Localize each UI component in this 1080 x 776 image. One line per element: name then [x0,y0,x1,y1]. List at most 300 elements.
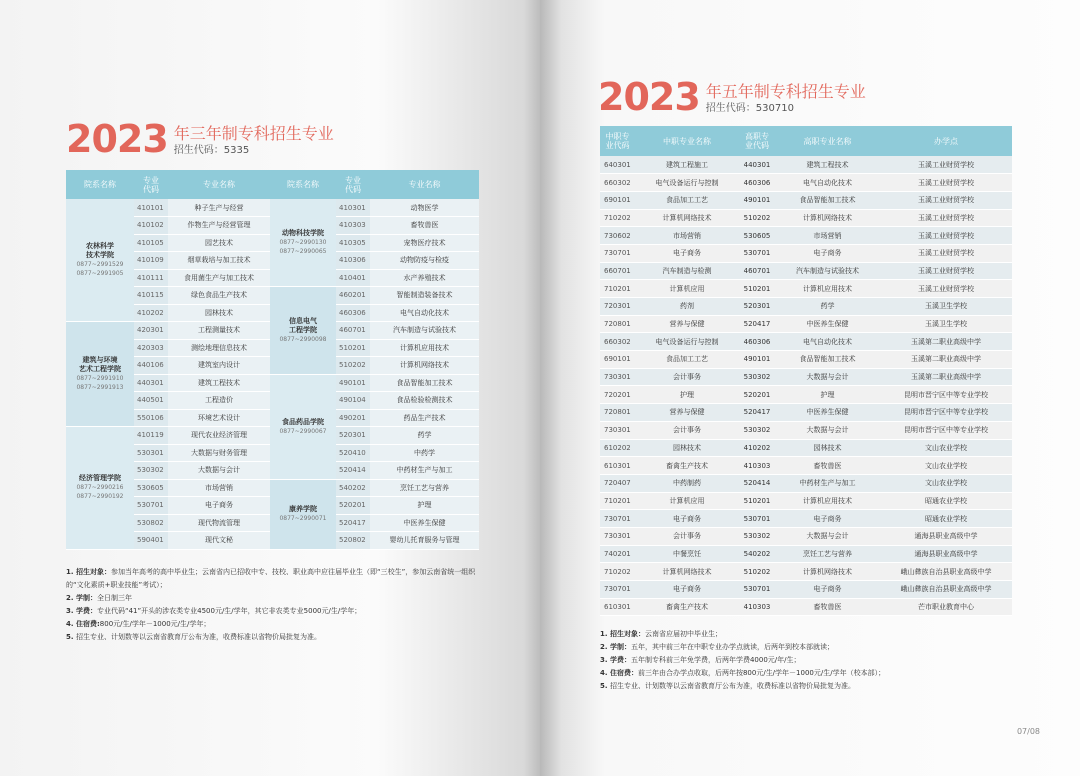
secondary-code: 730301 [600,368,635,386]
column-header: 专业 代码 [134,170,168,199]
left-year: 2023 [66,117,168,161]
school-name: 文山农业学校 [880,457,1012,475]
program-code: 410305 [336,234,370,252]
secondary-name: 电气设备运行与控制 [635,333,739,351]
secondary-code: 720301 [600,298,635,316]
right-title: 年五年制专科招生专业 [705,82,866,101]
program-name: 测绘地理信息技术 [168,339,270,357]
column-header: 办学点 [880,126,1012,156]
program-name: 建筑工程技术 [168,374,270,392]
college-name: 康养学院 [289,505,317,513]
higher-code: 520414 [739,474,775,492]
higher-name: 计算机网络技术 [775,209,880,227]
secondary-name: 畜禽生产技术 [635,598,739,616]
table-row [600,563,1012,581]
table-row [600,439,1012,457]
note-text: 五年制专科前三年免学费，后两年学费4000元/年/生； [630,656,801,664]
program-name: 环境艺术设计 [168,409,270,427]
program-name: 烟草栽培与加工技术 [168,252,270,270]
program-name: 电气自动化技术 [370,304,479,322]
left-title: 年三年制专科招生专业 [173,124,334,143]
table-row [600,421,1012,439]
higher-name: 市场营销 [775,227,880,245]
note-item [600,628,1020,641]
table-row [600,209,1012,227]
secondary-code: 720201 [600,386,635,404]
program-name: 工程测量技术 [168,322,270,340]
higher-code: 530605 [739,227,775,245]
program-code: 410306 [336,252,370,270]
program-name: 中药学 [370,444,479,462]
note-label: 1. 招生对象： [600,630,645,638]
higher-name: 汽车制造与试验技术 [775,262,880,280]
note-item [66,631,486,644]
program-code: 530701 [134,497,168,515]
program-code: 440501 [134,392,168,410]
left-enroll-code: 招生代码：5335 [173,145,250,156]
college-cell [270,479,336,549]
program-code: 410401 [336,269,370,287]
college-cell [66,322,134,427]
school-name: 玉溪第二职业高级中学 [880,333,1012,351]
right-notes [600,628,1020,693]
program-code: 540202 [336,479,370,497]
note-item [66,566,486,592]
school-name: 昭通农业学校 [880,510,1012,528]
college-phone: 0877~2990067 [279,427,327,435]
table-row [600,368,1012,386]
secondary-code: 710201 [600,492,635,510]
program-code: 490201 [336,409,370,427]
secondary-code: 610301 [600,457,635,475]
higher-code: 530701 [739,581,775,599]
note-label: 5. [66,633,76,641]
school-name: 通海县职业高级中学 [880,527,1012,545]
higher-name: 电子商务 [775,244,880,262]
school-name: 玉溪工业财贸学校 [880,191,1012,209]
note-text: 800元/生/学年－1000元/生/学年； [99,620,211,628]
secondary-name: 食品加工工艺 [635,351,739,369]
note-label: 5. [600,682,610,690]
program-name: 现代农业经济管理 [168,427,270,445]
program-code: 590401 [134,532,168,550]
program-code: 460201 [336,287,370,305]
higher-code: 530701 [739,510,775,528]
program-name: 动物防疫与检疫 [370,252,479,270]
higher-name: 建筑工程技术 [775,156,880,174]
secondary-name: 畜禽生产技术 [635,457,739,475]
higher-name: 中医养生保健 [775,315,880,333]
secondary-name: 药剂 [635,298,739,316]
table-row [66,199,479,217]
program-name: 计算机网络技术 [370,357,479,375]
program-name: 绿色食品生产技术 [168,287,270,305]
program-name: 园林技术 [168,304,270,322]
three-year-program-table [66,170,479,550]
school-name: 芒市职业教育中心 [880,598,1012,616]
higher-code: 440301 [739,156,775,174]
table-row [600,404,1012,422]
higher-code: 520417 [739,315,775,333]
school-name: 昭通农业学校 [880,492,1012,510]
program-name: 计算机应用技术 [370,339,479,357]
note-label: 1. 招生对象： [66,568,111,576]
note-item [600,680,1020,693]
higher-code: 510202 [739,563,775,581]
school-name: 玉溪工业财贸学校 [880,244,1012,262]
higher-code: 520301 [739,298,775,316]
school-name: 玉溪卫生学校 [880,298,1012,316]
program-name: 大数据与财务管理 [168,444,270,462]
higher-name: 药学 [775,298,880,316]
higher-name: 园林技术 [775,439,880,457]
school-name: 玉溪卫生学校 [880,315,1012,333]
note-label: 3. 学费： [600,656,631,664]
program-name: 宠物医疗技术 [370,234,479,252]
college-phone: 0877~2990098 [279,335,327,343]
secondary-name: 会计事务 [635,527,739,545]
higher-code: 530701 [739,244,775,262]
secondary-code: 660701 [600,262,635,280]
secondary-code: 690101 [600,191,635,209]
note-text: 参加当年高考的高中毕业生；云南省内已招收中专、技校、职业高中应往届毕业生（即“三校生”，参加云南省统一组织的“文化素质+职业技能”考试）； [66,568,476,589]
secondary-name: 护理 [635,386,739,404]
secondary-name: 电气设备运行与控制 [635,174,739,192]
secondary-name: 营养与保健 [635,404,739,422]
secondary-code: 660302 [600,333,635,351]
column-header: 院系名称 [270,170,336,199]
higher-name: 畜牧兽医 [775,457,880,475]
program-code: 410111 [134,269,168,287]
higher-code: 410202 [739,439,775,457]
secondary-name: 会计事务 [635,368,739,386]
program-code: 420301 [134,322,168,340]
program-name: 婴幼儿托育服务与管理 [370,532,479,550]
program-code: 410101 [134,199,168,217]
column-header: 高职专业名称 [775,126,880,156]
higher-name: 电子商务 [775,581,880,599]
note-label: 2. 学制： [66,594,97,602]
school-name: 文山农业学校 [880,439,1012,457]
college-cell [66,199,134,322]
college-name: 动物科技学院 [282,229,324,237]
table-row [600,227,1012,245]
higher-code: 530302 [739,421,775,439]
school-name: 玉溪第二职业高级中学 [880,351,1012,369]
program-name: 作物生产与经营管理 [168,217,270,235]
program-name: 现代物流管理 [168,514,270,532]
higher-code: 490101 [739,351,775,369]
table-row [600,280,1012,298]
table-row [600,244,1012,262]
secondary-code: 660302 [600,174,635,192]
program-name: 中医养生保健 [370,514,479,532]
column-header: 专业 代码 [336,170,370,199]
note-label: 4. 住宿费： [600,669,638,677]
higher-name: 畜牧兽医 [775,598,880,616]
higher-name: 中医养生保健 [775,404,880,422]
secondary-name: 中餐烹饪 [635,545,739,563]
program-code: 520414 [336,462,370,480]
note-text: 招生专业、计划数等以云南省教育厅公布为准，收费标准以省物价局批复为准。 [609,682,855,690]
table-row [600,510,1012,528]
higher-name: 烹饪工艺与营养 [775,545,880,563]
secondary-code: 640301 [600,156,635,174]
program-code: 460701 [336,322,370,340]
secondary-name: 计算机应用 [635,492,739,510]
college-name: 经济管理学院 [79,474,121,483]
program-code: 520802 [336,532,370,550]
program-code: 510201 [336,339,370,357]
program-name: 烹饪工艺与营养 [370,479,479,497]
program-code: 420303 [134,339,168,357]
school-name: 玉溪工业财贸学校 [880,262,1012,280]
secondary-code: 730701 [600,510,635,528]
higher-code: 410303 [739,598,775,616]
table-row [600,527,1012,545]
program-name: 畜牧兽医 [370,217,479,235]
college-name: 信息电气 工程学院 [289,316,317,334]
higher-name: 食品智能加工技术 [775,351,880,369]
note-item [66,618,486,631]
college-phone: 0877~2991910 0877~2991913 [76,375,124,391]
program-code: 440301 [134,374,168,392]
program-code: 410102 [134,217,168,235]
program-code: 410303 [336,217,370,235]
secondary-code: 710202 [600,563,635,581]
secondary-code: 710202 [600,209,635,227]
column-header: 专业名称 [370,170,479,199]
secondary-name: 中药制药 [635,474,739,492]
higher-name: 食品智能加工技术 [775,191,880,209]
college-phone: 0877~2991529 0877~2991905 [76,261,124,277]
higher-code: 460306 [739,174,775,192]
secondary-name: 计算机网络技术 [635,209,739,227]
higher-code: 460701 [739,262,775,280]
secondary-name: 园林技术 [635,439,739,457]
higher-name: 大数据与会计 [775,368,880,386]
secondary-code: 740201 [600,545,635,563]
college-phone: 0877~2990071 [279,515,327,522]
secondary-code: 710201 [600,280,635,298]
secondary-code: 730301 [600,421,635,439]
table-row [600,492,1012,510]
school-name: 玉溪工业财贸学校 [880,280,1012,298]
higher-name: 中药材生产与加工 [775,474,880,492]
program-code: 410109 [134,252,168,270]
note-label: 4. 住宿费: [66,620,100,628]
school-name: 昆明市晋宁区中等专业学校 [880,404,1012,422]
secondary-name: 食品加工工艺 [635,191,739,209]
secondary-name: 营养与保健 [635,315,739,333]
table-row [600,333,1012,351]
higher-code: 530302 [739,527,775,545]
higher-name: 大数据与会计 [775,421,880,439]
college-cell [270,199,336,287]
higher-code: 460306 [739,333,775,351]
higher-name: 计算机应用技术 [775,492,880,510]
program-code: 410115 [134,287,168,305]
program-code: 410119 [134,427,168,445]
program-code: 410105 [134,234,168,252]
note-text: 云南省应届初中毕业生； [644,630,722,638]
note-item [600,654,1020,667]
college-cell [66,427,134,550]
note-item [66,592,486,605]
program-code: 510202 [336,357,370,375]
secondary-code: 690101 [600,351,635,369]
higher-code: 510201 [739,492,775,510]
program-name: 电子商务 [168,497,270,515]
secondary-name: 会计事务 [635,421,739,439]
program-name: 市场营销 [168,479,270,497]
column-header: 高职专 业代码 [739,126,775,156]
higher-code: 530302 [739,368,775,386]
college-name: 食品药品学院 [282,417,324,426]
school-name: 峨山彝族自治县职业高级中学 [880,563,1012,581]
college-phone: 0877~2990130 0877~2990065 [279,239,327,255]
note-label: 2. 学制： [600,643,631,651]
program-name: 智能制造装备技术 [370,287,479,305]
college-name: 建筑与环境 艺术工程学院 [79,356,121,373]
higher-name: 电气自动化技术 [775,333,880,351]
left-heading [66,117,334,161]
table-row [600,581,1012,599]
table-row [600,191,1012,209]
secondary-code: 730602 [600,227,635,245]
program-code: 490104 [336,392,370,410]
program-name: 动物医学 [370,199,479,217]
right-enroll-code: 招生代码：530710 [705,103,794,114]
table-row [600,262,1012,280]
secondary-name: 市场营销 [635,227,739,245]
program-name: 食品智能加工技术 [370,374,479,392]
school-name: 文山农业学校 [880,474,1012,492]
higher-code: 410303 [739,457,775,475]
column-header: 院系名称 [66,170,134,199]
secondary-code: 720801 [600,404,635,422]
secondary-name: 计算机网络技术 [635,563,739,581]
secondary-name: 电子商务 [635,244,739,262]
higher-name: 电子商务 [775,510,880,528]
secondary-code: 610202 [600,439,635,457]
note-label: 3. 学费： [66,607,97,615]
higher-name: 计算机应用技术 [775,280,880,298]
program-code: 440106 [134,357,168,375]
program-name: 中药材生产与加工 [370,462,479,480]
college-cell [270,374,336,479]
note-item [66,605,486,618]
secondary-code: 720407 [600,474,635,492]
higher-code: 520417 [739,404,775,422]
program-code: 530302 [134,462,168,480]
table-row [600,474,1012,492]
program-name: 水产养殖技术 [370,269,479,287]
secondary-name: 计算机应用 [635,280,739,298]
secondary-code: 730301 [600,527,635,545]
program-code: 520201 [336,497,370,515]
table-row [600,351,1012,369]
program-code: 410301 [336,199,370,217]
table-row [600,457,1012,475]
school-name: 玉溪工业财贸学校 [880,156,1012,174]
program-name: 汽车制造与试验技术 [370,322,479,340]
higher-code: 520201 [739,386,775,404]
program-name: 种子生产与经营 [168,199,270,217]
school-name: 峨山彝族自治县职业高级中学 [880,581,1012,599]
program-name: 工程造价 [168,392,270,410]
program-code: 520410 [336,444,370,462]
secondary-name: 汽车制造与检测 [635,262,739,280]
college-name: 农林科学 技术学院 [86,242,114,259]
note-item [600,667,1020,680]
column-header: 中职专 业代码 [600,126,635,156]
table-row [600,156,1012,174]
table-row [600,545,1012,563]
program-name: 园艺技术 [168,234,270,252]
program-code: 490101 [336,374,370,392]
program-name: 药品生产技术 [370,409,479,427]
note-text: 全日制三年 [96,594,132,602]
school-name: 昆明市晋宁区中等专业学校 [880,421,1012,439]
program-name: 食用菌生产与加工技术 [168,269,270,287]
higher-name: 护理 [775,386,880,404]
program-code: 530605 [134,479,168,497]
five-year-program-table [600,126,1012,616]
note-text: 专业代码“41”开头的涉农类专业4500元/生/学年，其它非农类专业5000元/生/学年； [96,607,362,615]
table-row [600,174,1012,192]
right-page [540,0,1080,776]
secondary-code: 730701 [600,244,635,262]
page-number: 07/08 [1016,727,1040,736]
column-header: 专业名称 [168,170,270,199]
higher-name: 计算机网络技术 [775,563,880,581]
college-cell [270,287,336,375]
table-row [600,315,1012,333]
program-code: 520301 [336,427,370,445]
higher-code: 490101 [739,191,775,209]
higher-code: 510202 [739,209,775,227]
secondary-name: 电子商务 [635,581,739,599]
program-name: 建筑室内设计 [168,357,270,375]
table-row [600,298,1012,316]
table-row [600,598,1012,616]
higher-code: 540202 [739,545,775,563]
secondary-name: 电子商务 [635,510,739,528]
secondary-code: 730701 [600,581,635,599]
college-phone: 0877~2990216 0877~2990192 [76,484,124,501]
school-name: 玉溪工业财贸学校 [880,209,1012,227]
program-code: 410202 [134,304,168,322]
higher-code: 510201 [739,280,775,298]
right-year: 2023 [598,75,700,119]
column-header: 中职专业名称 [635,126,739,156]
secondary-code: 720801 [600,315,635,333]
note-item [600,641,1020,654]
program-code: 550106 [134,409,168,427]
secondary-name: 建筑工程施工 [635,156,739,174]
school-name: 玉溪第二职业高级中学 [880,368,1012,386]
table-row [600,386,1012,404]
note-text: 五年，其中前三年在中职专业办学点就读，后两年到校本部就读； [630,643,834,651]
higher-name: 大数据与会计 [775,527,880,545]
program-name: 药学 [370,427,479,445]
school-name: 玉溪工业财贸学校 [880,174,1012,192]
right-heading [598,75,866,119]
program-name: 现代文秘 [168,532,270,550]
program-code: 520417 [336,514,370,532]
higher-name: 电气自动化技术 [775,174,880,192]
